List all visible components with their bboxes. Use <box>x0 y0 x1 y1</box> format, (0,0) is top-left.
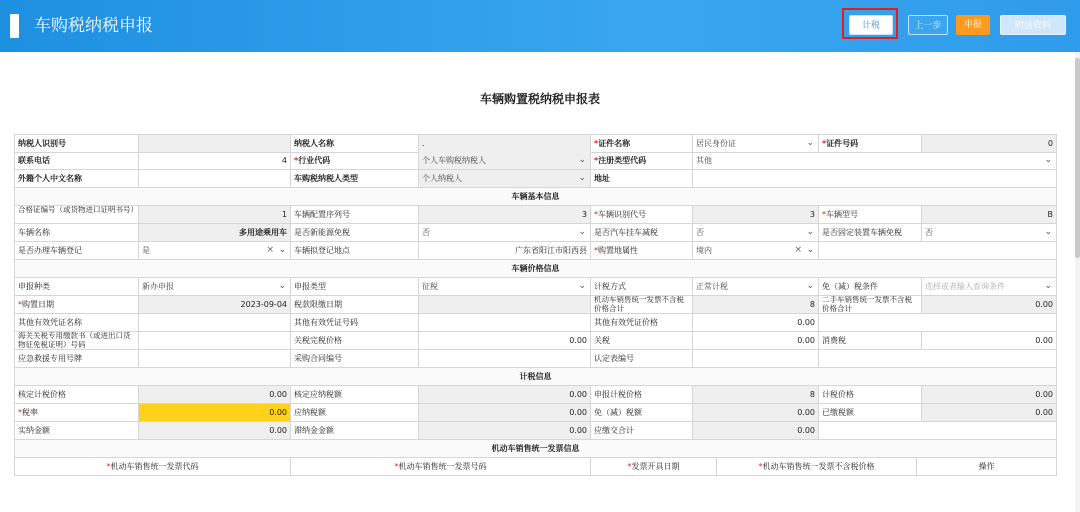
chevron-down-icon: ⌄ <box>806 245 814 255</box>
label-exempt-amount: 免（减）税额 <box>591 404 693 422</box>
chevron-down-icon: ⌄ <box>278 245 286 255</box>
label-paid-tax: 已缴税额 <box>819 404 922 422</box>
app-header <box>0 0 1080 52</box>
form-row <box>14 224 1057 242</box>
total-due-field[interactable]: 0.00 <box>693 422 819 440</box>
label-foreign-name: 外籍个人中文名称 <box>14 170 139 188</box>
form-row <box>14 152 1057 170</box>
form-row <box>14 134 1057 152</box>
empty-cell <box>819 350 1057 368</box>
label-tariff: 关税 <box>591 332 693 350</box>
form-row <box>14 386 1057 404</box>
form-title: 车辆购置税纳税申报表 <box>479 92 600 106</box>
col-invoice-price: *机动车销售统一发票不含税价格 <box>717 458 917 476</box>
form-row <box>14 170 1057 188</box>
trailer-reduction-select[interactable]: 否 ⌄ <box>693 224 819 242</box>
form-row <box>14 314 1057 332</box>
registration-type-select[interactable]: 其他 ⌄ <box>693 152 1057 170</box>
other-voucher-name-field[interactable] <box>139 314 291 332</box>
customs-value-field[interactable]: 0.00 <box>419 332 591 350</box>
form-row <box>14 332 1057 350</box>
form-row <box>14 404 1057 422</box>
label-taxpayer-id: 纳税人识别号 <box>14 135 139 153</box>
phone-field[interactable]: 4 <box>139 152 291 170</box>
label-trailer-reduction: 是否汽车挂车减税 <box>591 224 693 242</box>
id-type-select[interactable]: 居民身份证 ⌄ <box>693 135 819 153</box>
title-bar-mark <box>10 14 19 38</box>
label-recognition-number: 认定表编号 <box>591 350 693 368</box>
empty-cell <box>819 242 1057 260</box>
col-invoice-number: *机动车销售统一发票号码 <box>291 458 591 476</box>
attach-documents-button[interactable]: 附送资料 <box>1000 15 1066 35</box>
label-assessed-tax: 核定应纳税额 <box>291 386 419 404</box>
submit-button[interactable]: 申报 <box>956 15 990 35</box>
customs-number-field[interactable] <box>139 332 291 350</box>
form-row <box>14 296 1057 314</box>
chevron-down-icon: ⌄ <box>806 281 814 291</box>
label-declaration-type: 申报类型 <box>291 278 419 296</box>
chevron-down-icon: ⌄ <box>578 227 586 237</box>
chevron-down-icon: ⌄ <box>1044 155 1052 165</box>
label-emergency-plate: 应急救援专用号牌 <box>14 350 139 368</box>
label-customs-value: 关税完税价格 <box>291 332 419 350</box>
label-vehicle-model: *车辆型号 <box>819 206 922 224</box>
register-location-field[interactable]: 广东省阳江市阳西县 <box>419 242 591 260</box>
label-register-location: 车辆拟登记地点 <box>291 242 419 260</box>
label-customs-number: 海关关税专用缴款书（或进出口货物征免税证明）号码 <box>14 332 139 350</box>
tax-payable-field[interactable]: 0.00 <box>419 404 591 422</box>
exempt-amount-field[interactable]: 0.00 <box>693 404 819 422</box>
assessed-tax-field[interactable]: 0.00 <box>419 386 591 404</box>
other-voucher-price-field[interactable]: 0.00 <box>693 314 819 332</box>
register-vehicle-select[interactable]: 是 × ⌄ <box>139 242 291 260</box>
label-payment-deadline: 税款限缴日期 <box>291 296 419 314</box>
section-vehicle-price: 车辆价格信息 <box>14 260 1057 278</box>
fixed-device-exempt-select[interactable]: 否 ⌄ <box>922 224 1057 242</box>
chevron-down-icon: ⌄ <box>1044 227 1052 237</box>
tax-return-form <box>14 134 1057 476</box>
label-purchase-date: *购置日期 <box>14 296 139 314</box>
purchase-date-field[interactable]: 2023-09-04 <box>139 296 291 314</box>
id-number-field[interactable]: 0 <box>922 135 1057 153</box>
contract-number-field[interactable] <box>419 350 591 368</box>
taxpayer-id-field[interactable] <box>139 135 291 153</box>
recognition-number-field[interactable] <box>693 350 819 368</box>
payment-deadline-field[interactable] <box>419 296 591 314</box>
label-used-car-price-total: 二手车销售统一发票不含税价格合计 <box>819 296 922 314</box>
form-row <box>14 206 1057 224</box>
purchase-location-type-select[interactable]: 境内 × ⌄ <box>693 242 819 260</box>
vin-field[interactable]: 3 <box>693 206 819 224</box>
new-energy-exempt-select[interactable]: 否 ⌄ <box>419 224 591 242</box>
chevron-down-icon: ⌄ <box>578 173 586 183</box>
label-vin: *车辆识别代号 <box>591 206 693 224</box>
label-tax-rate: *税率 <box>14 404 139 422</box>
paid-tax-field[interactable]: 0.00 <box>922 404 1057 422</box>
emergency-plate-field[interactable] <box>139 350 291 368</box>
label-declared-price: 申报计税价格 <box>591 386 693 404</box>
label-assessed-price: 核定计税价格 <box>14 386 139 404</box>
assessed-price-field[interactable]: 0.00 <box>139 386 291 404</box>
other-voucher-number-field[interactable] <box>419 314 591 332</box>
address-field[interactable] <box>693 170 1057 188</box>
col-invoice-code: *机动车销售统一发票代码 <box>14 458 291 476</box>
tax-price-field[interactable]: 0.00 <box>922 386 1057 404</box>
label-other-voucher-price: 其他有效凭证价格 <box>591 314 693 332</box>
chevron-down-icon: ⌄ <box>578 155 586 165</box>
late-fee-field[interactable]: 0.00 <box>419 422 591 440</box>
label-other-voucher-number: 其他有效凭证号码 <box>291 314 419 332</box>
label-other-voucher-name: 其他有效凭证名称 <box>14 314 139 332</box>
empty-cell <box>819 422 1057 440</box>
label-purchase-location-type: *购置地属性 <box>591 242 693 260</box>
tariff-field[interactable]: 0.00 <box>693 332 819 350</box>
clear-icon[interactable]: × <box>266 245 274 255</box>
label-exemption-condition: 免（减）税条件 <box>819 278 922 296</box>
scrollbar-thumb[interactable] <box>1075 58 1080 258</box>
col-invoice-date: *发票开具日期 <box>591 458 717 476</box>
used-car-price-total-field[interactable]: 0.00 <box>922 296 1057 314</box>
actual-payment-field[interactable]: 0.00 <box>139 422 291 440</box>
config-serial-field[interactable]: 3 <box>419 206 591 224</box>
form-row <box>14 242 1057 260</box>
consumption-tax-field[interactable]: 0.00 <box>922 332 1057 350</box>
invoice-table-header <box>14 458 1057 476</box>
label-invoice-price-total: 机动车销售统一发票不含税价格合计 <box>591 296 693 314</box>
label-taxpayer-name: 纳税人名称 <box>291 135 419 153</box>
label-id-number: *证件号码 <box>819 135 922 153</box>
declared-price-field[interactable]: 8 <box>693 386 819 404</box>
form-row <box>14 278 1057 296</box>
label-register-vehicle: 是否办理车辆登记 <box>14 242 139 260</box>
tax-method-select[interactable]: 正常计税 ⌄ <box>693 278 819 296</box>
label-vehicle-name: 车辆名称 <box>14 224 139 242</box>
clear-icon[interactable]: × <box>794 245 802 255</box>
chevron-down-icon: ⌄ <box>1044 281 1052 291</box>
exemption-condition-select[interactable]: 选择或者输入查询条件 ⌄ <box>922 278 1057 296</box>
chevron-down-icon: ⌄ <box>578 281 586 291</box>
form-row <box>14 422 1057 440</box>
label-fixed-device-exempt: 是否固定装置车辆免税 <box>819 224 922 242</box>
taxpayer-type-select[interactable]: 个人纳税人 ⌄ <box>419 170 591 188</box>
taxpayer-name-field[interactable]: . <box>419 135 591 153</box>
industry-code-select[interactable]: 个人车购税纳税人 ⌄ <box>419 152 591 170</box>
label-actual-payment: 实纳金额 <box>14 422 139 440</box>
previous-step-button[interactable]: 上一步 <box>908 15 948 35</box>
label-phone: 联系电话 <box>14 152 139 170</box>
label-contract-number: 采购合同编号 <box>291 350 419 368</box>
vertical-scrollbar[interactable] <box>1075 52 1080 512</box>
form-row <box>14 350 1057 368</box>
chevron-down-icon: ⌄ <box>278 281 286 291</box>
certificate-number-field[interactable]: 1 <box>139 206 291 224</box>
label-tax-price: 计税价格 <box>819 386 922 404</box>
label-certificate-number: 合格证编号（或货物进口证明书号） <box>14 206 139 224</box>
section-vehicle-basic: 车辆基本信息 <box>14 188 1057 206</box>
label-taxpayer-type: 车购税纳税人类型 <box>291 170 419 188</box>
empty-cell <box>819 314 1057 332</box>
page-title: 车购税纳税申报 <box>34 16 153 36</box>
declaration-type-select[interactable]: 征税 ⌄ <box>419 278 591 296</box>
invoice-price-total-field[interactable]: 8 <box>693 296 819 314</box>
label-tax-method: 计税方式 <box>591 278 693 296</box>
tax-rate-field[interactable]: 0.00 <box>139 404 291 422</box>
calc-tax-button[interactable]: 计税 <box>849 15 893 35</box>
declaration-kind-select[interactable]: 新办申报 ⌄ <box>139 278 291 296</box>
label-new-energy-exempt: 是否新能源免税 <box>291 224 419 242</box>
vehicle-model-field[interactable]: B <box>922 206 1057 224</box>
col-action: 操作 <box>917 458 1057 476</box>
label-registration-type: *注册类型代码 <box>591 152 693 170</box>
vehicle-name-field[interactable]: 多用途乘用车 <box>139 224 291 242</box>
chevron-down-icon: ⌄ <box>806 138 814 148</box>
label-address: 地址 <box>591 170 693 188</box>
label-id-type: *证件名称 <box>591 135 693 153</box>
label-total-due: 应缴交合计 <box>591 422 693 440</box>
section-invoice-info: 机动车销售统一发票信息 <box>14 440 1057 458</box>
label-config-serial: 车辆配置序列号 <box>291 206 419 224</box>
label-consumption-tax: 消费税 <box>819 332 922 350</box>
label-tax-payable: 应纳税额 <box>291 404 419 422</box>
label-declaration-kind: 申报种类 <box>14 278 139 296</box>
section-tax-info: 计税信息 <box>14 368 1057 386</box>
label-late-fee: 滞纳金金额 <box>291 422 419 440</box>
foreign-name-field[interactable] <box>139 170 291 188</box>
chevron-down-icon: ⌄ <box>806 227 814 237</box>
label-industry-code: *行业代码 <box>291 152 419 170</box>
